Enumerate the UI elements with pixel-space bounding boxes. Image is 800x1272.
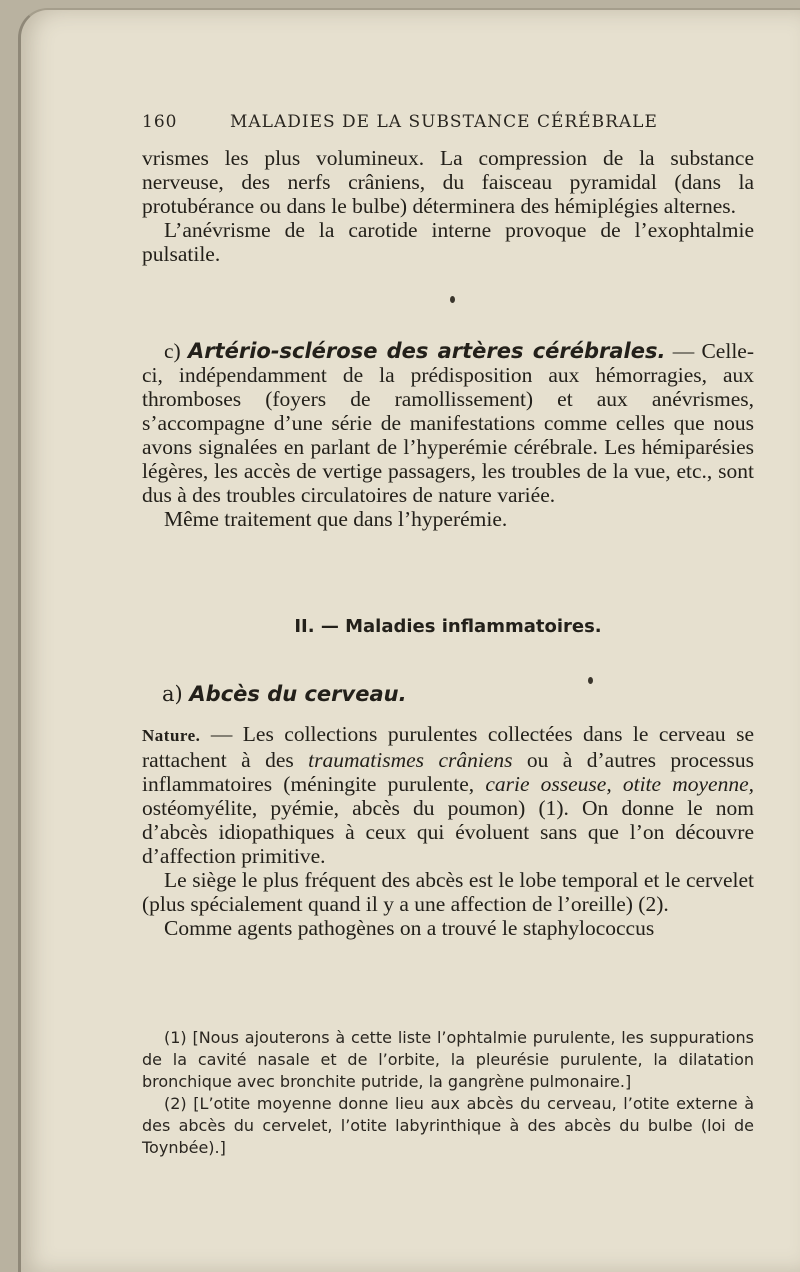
- footnote-1: (1) [Nous ajouterons à cette liste l’ophtalmie purulente, les suppurations de la cavité nasale et de l’orbite, la pleurésie purulente, la dilatation bronchique avec bronchite putride, la gangrène pulmonaire.]: [142, 1028, 754, 1091]
- section-c-treatment: Même traitement que dans l’hyperémie.: [164, 507, 508, 531]
- section-c-dash: —: [665, 339, 695, 363]
- section-abces-body: [142, 722, 754, 940]
- running-title: MALADIES DE LA SUBSTANCE CÉRÉBRALE: [230, 112, 658, 132]
- nature-text-2: ou à d’autres processus inflammatoires (méningite purulente,: [142, 748, 755, 796]
- nature-text-1: — Les collections purulentes collectées dans le cerveau se rattachent à des: [142, 722, 754, 772]
- section-a-letter: a): [162, 682, 183, 706]
- carotid-text: L’anévrisme de la carotide interne provoque de l’exophtalmie pulsatile.: [142, 218, 754, 266]
- section-c-letter: c): [164, 339, 181, 363]
- ink-speck: [450, 296, 455, 303]
- section-c-body: Celle-ci, indépendamment de la prédisposition aux hémorragies, aux thromboses (foyers de ramollissement) et aux anévrismes, s’accompagne d’une série de manifestations comme celles que nous avons signalées en parlant de l’hyperémie cérébrale. Les hémiparésies légères, les accès de vertige passagers, les troubles de la vue, etc., sont dus à des troubles circulatoires de nature variée.: [142, 339, 755, 507]
- section-a-title: Abcès du cerveau.: [189, 682, 407, 706]
- paragraph-aneurysm: [142, 146, 754, 266]
- nature-label: Nature.: [142, 726, 201, 745]
- nature-text-3: ostéomyélite, pyémie, abcès du poumon) (1). On donne le nom d’abcès idiopathiques à ceux qui évoluent sans que l’on découvre d’affection primitive.: [142, 796, 754, 868]
- footnote-2: (2) [L’otite moyenne donne lieu aux abcès du cerveau, l’otite externe à des abcès du cervelet, l’otite labyrinthique à des abcès du bulbe (loi de Toynbée).]: [142, 1094, 754, 1157]
- part-heading: II. — Maladies inflammatoires.: [294, 616, 602, 637]
- section-arteriosclerosis: [142, 339, 754, 531]
- section-a-heading: [162, 682, 407, 706]
- nature-paragraph-2: Le siège le plus fréquent des abcès est le lobe temporal et le cervelet (plus spécialement quand il y a une affection de l’oreille) (2).: [142, 868, 754, 916]
- nature-italic-2: carie osseuse, otite moyenne,: [485, 772, 754, 796]
- ink-speck: [588, 677, 593, 684]
- aneurysm-text: vrismes les plus volumineux. La compression de la substance nerveuse, des nerfs crâniens, du faisceau pyramidal (dans la protubérance ou dans le bulbe) déterminera des hémiplégies alternes.: [142, 146, 754, 218]
- section-c-title: Artério-sclérose des artères cérébrales.: [187, 339, 666, 363]
- running-header: [142, 112, 752, 132]
- footnotes: [142, 1027, 754, 1159]
- nature-italic-1: traumatismes crâniens: [308, 748, 513, 772]
- nature-paragraph-3: Comme agents pathogènes on a trouvé le staphylococcus: [164, 916, 655, 940]
- page-number: 160: [142, 112, 178, 132]
